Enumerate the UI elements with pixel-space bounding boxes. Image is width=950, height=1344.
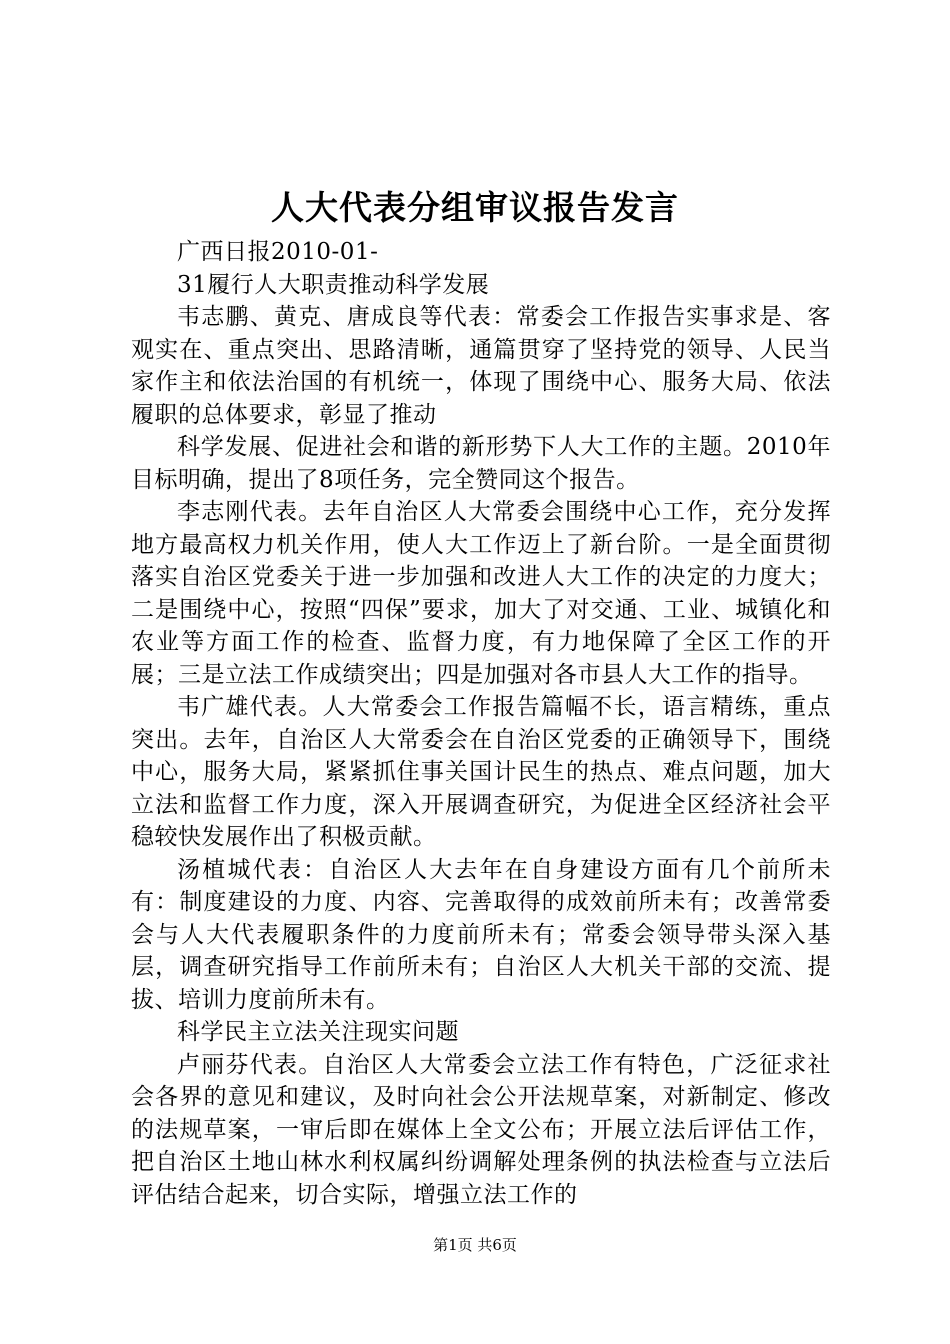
paragraph: 科学发展、促进社会和谐的新形势下人大工作的主题。2010年目标明确，提出了8项任务，完全赞同这个报告。 [131,434,831,493]
document-body [131,236,831,1211]
page-footer: 第1页 共6页 [433,1236,517,1254]
paragraph: 韦广雄代表。人大常委会工作报告篇幅不长，语言精练，重点突出。去年，自治区人大常委会在自治区党委的正确领导下，围绕中心，服务大局，紧紧抓住事关国计民生的热点、难点问题，加大立法和监督工作力度，深入开展调查研究，为促进全区经济社会平稳较快发展作出了积极贡献。 [131,694,831,850]
paragraph: 卢丽芬代表。自治区人大常委会立法工作有特色，广泛征求社会各界的意见和建议，及时向社会公开法规草案，对新制定、修改的法规草案，一审后即在媒体上全文公布；开展立法后评估工作，把自治区土地山林水利权属纠纷调解处理条例的执法检查与立法后评估结合起来，切合实际，增强立法工作的 [131,1051,831,1208]
paragraph: 韦志鹏、黄克、唐成良等代表：常委会工作报告实事求是、客观实在、重点突出、思路清晰，通篇贯穿了坚持党的领导、人民当家作主和依法治国的有机统一，体现了围绕中心、服务大局、依法履职的总体要求，彰显了推动 [131,304,831,428]
paragraph-headline: 31履行人大职责推动科学发展 [177,271,490,298]
paragraph-source: 广西日报2010-01- [177,239,379,265]
document-title: 人大代表分组审议报告发言 [271,188,679,227]
paragraph: 李志刚代表。去年自治区人大常委会围绕中心工作，充分发挥地方最高权力机关作用，使人大工作迈上了新台阶。一是全面贯彻落实自治区党委关于进一步加强和改进人大工作的决定的力度大；二是围绕中心，按照“四保”要求，加大了对交通、工业、城镇化和农业等方面工作的检查、监督力度，有力地保障了全区工作的开展；三是立法工作成绩突出；四是加强对各市县人大工作的指导。 [131,499,831,688]
section-heading: 科学民主立法关注现实问题 [177,1019,459,1045]
paragraph: 汤植城代表：自治区人大去年在自身建设方面有几个前所未有：制度建设的力度、内容、完善取得的成效前所未有；改善常委会与人大代表履职条件的力度前所未有；常委会领导带头深入基层，调查研究指导工作前所未有；自治区人大机关干部的交流、提拔、培训力度前所未有。 [131,856,831,1013]
